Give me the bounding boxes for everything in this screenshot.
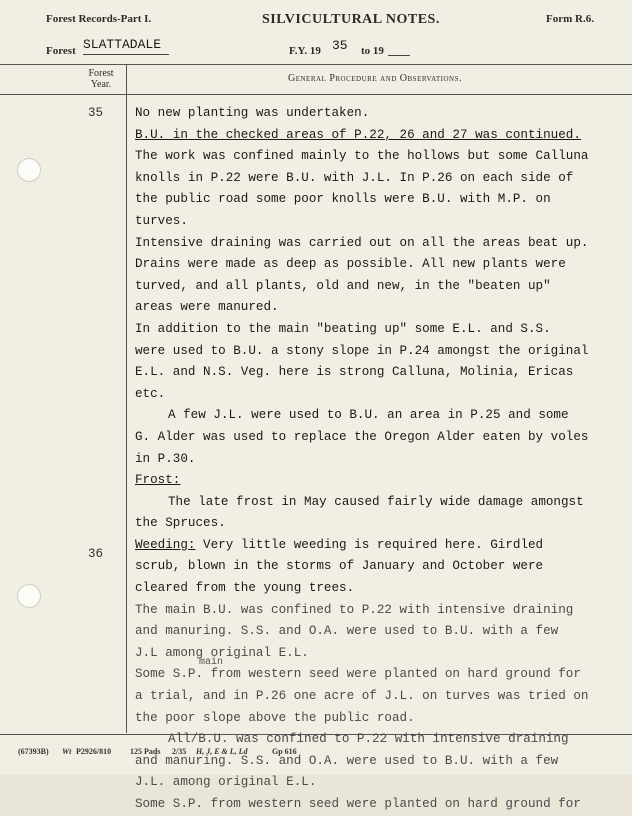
text-line: G. Alder was used to replace the Oregon Alder eaten by voles bbox=[135, 429, 589, 444]
observations-text bbox=[135, 103, 625, 816]
text-line: The main B.U. was confined to P.22 with intensive draining bbox=[135, 602, 574, 617]
text-line: J.L among original E.L. bbox=[135, 645, 309, 660]
fy-value: 35 bbox=[332, 38, 348, 53]
text-line: E.L. and N.S. Veg. here is strong Calluna, Molinia, Ericas bbox=[135, 365, 574, 380]
footer-printer: H, J, E & L, Ld bbox=[196, 747, 248, 756]
column-divider bbox=[126, 65, 127, 733]
text-line: the Spruces. bbox=[135, 516, 226, 531]
footer-ref: (67393B) bbox=[18, 747, 49, 756]
header-rule-bottom bbox=[0, 94, 632, 95]
form-number: Form R.6. bbox=[546, 13, 594, 25]
text-line: in P.30. bbox=[135, 451, 196, 466]
text-line: and manuring. S.S. and O.A. were used to B.U. with a few bbox=[135, 624, 559, 639]
text-line: In addition to the main "beating up" some E.L. and S.S. bbox=[135, 321, 551, 336]
punch-hole-lower bbox=[17, 584, 41, 608]
text-line: the public road some poor knolls were B.U. with M.P. on bbox=[135, 192, 551, 207]
forest-year-35: 35 bbox=[88, 106, 104, 120]
text-line: Drains were made as deep as possible. All new plants were bbox=[135, 257, 566, 272]
text-line: were used to B.U. a stony slope in P.24 amongst the original bbox=[135, 343, 589, 358]
text-line: J.L. among original E.L. bbox=[135, 775, 317, 790]
column-header-procedure: General Procedure and Observations. bbox=[288, 73, 462, 84]
text-line: the poor slope above the public road. bbox=[135, 710, 415, 725]
text-line: The late frost in May caused fairly wide damage amongst bbox=[168, 494, 584, 509]
forest-underline bbox=[83, 54, 169, 55]
text-line: a trial, and in P.26 one acre of J.L. on turves was tried on bbox=[135, 689, 589, 704]
text-line: All/B.U. was confined to P.22 with intensive draining bbox=[168, 732, 569, 747]
text-line: areas were manured. bbox=[135, 300, 279, 315]
page-title: SILVICULTURAL NOTES. bbox=[262, 12, 440, 27]
forest-year-36: 36 bbox=[88, 547, 104, 561]
text-line: etc. bbox=[135, 386, 166, 401]
frost-heading-line bbox=[135, 470, 625, 492]
fy-to-underline bbox=[388, 55, 410, 56]
footer-pads: 125 Pads bbox=[130, 747, 161, 756]
series-label: Forest Records-Part I. bbox=[46, 13, 152, 25]
text-line: knolls in P.22 were B.U. with J.L. In P.26 on each side of bbox=[135, 170, 574, 185]
footer-date: 2/35 bbox=[172, 747, 187, 756]
text-line: A few J.L. were used to B.U. an area in P.25 and some bbox=[168, 408, 569, 423]
frost-heading: Frost: bbox=[135, 473, 181, 488]
text-line: and manuring. S.S. and O.A. were used to B.U. with a few bbox=[135, 753, 559, 768]
footer-print: P2926/810 bbox=[76, 747, 112, 756]
weeding-text: Very little weeding is required here. Girdled bbox=[195, 537, 544, 552]
text-line: cleared from the young trees. bbox=[135, 581, 355, 596]
inserted-word: main bbox=[199, 657, 224, 668]
text-line: Some S.P. from western seed were planted on hard ground for bbox=[135, 797, 581, 811]
weeding-line bbox=[135, 535, 625, 557]
weeding-heading: Weeding: bbox=[135, 537, 196, 552]
punch-hole-upper bbox=[17, 158, 41, 182]
text-line: turves. bbox=[135, 213, 188, 228]
column-header-year-line2: Year. bbox=[90, 79, 112, 90]
fy-label: F.Y. 19 bbox=[289, 45, 321, 57]
forest-value: SLATTADALE bbox=[83, 37, 162, 52]
text-line: The work was confined mainly to the hollows but some Calluna bbox=[135, 149, 589, 164]
text-line: No new planting was undertaken. bbox=[135, 106, 370, 120]
fy-to-label: to 19 bbox=[361, 45, 384, 57]
text-line: scrub, blown in the storms of January and October were bbox=[135, 559, 544, 574]
text-line: B.U. in the checked areas of P.22, 26 and 27 was continued. bbox=[135, 127, 581, 142]
column-header-year bbox=[80, 68, 122, 90]
footer-wt: Wt bbox=[62, 747, 72, 756]
forest-label: Forest bbox=[46, 45, 76, 57]
text-line: Intensive draining was carried out on all the areas beat up. bbox=[135, 235, 589, 250]
column-header-year-line1: Forest bbox=[88, 68, 114, 79]
text-line: turved, and all plants, old and new, in the "beaten up" bbox=[135, 278, 551, 293]
text-line: Some S.P. from western seed were planted on hard ground for bbox=[135, 667, 581, 682]
text-line bbox=[135, 125, 625, 147]
header-rule-top bbox=[0, 64, 632, 65]
footer-gp: Gp 616 bbox=[272, 747, 297, 756]
